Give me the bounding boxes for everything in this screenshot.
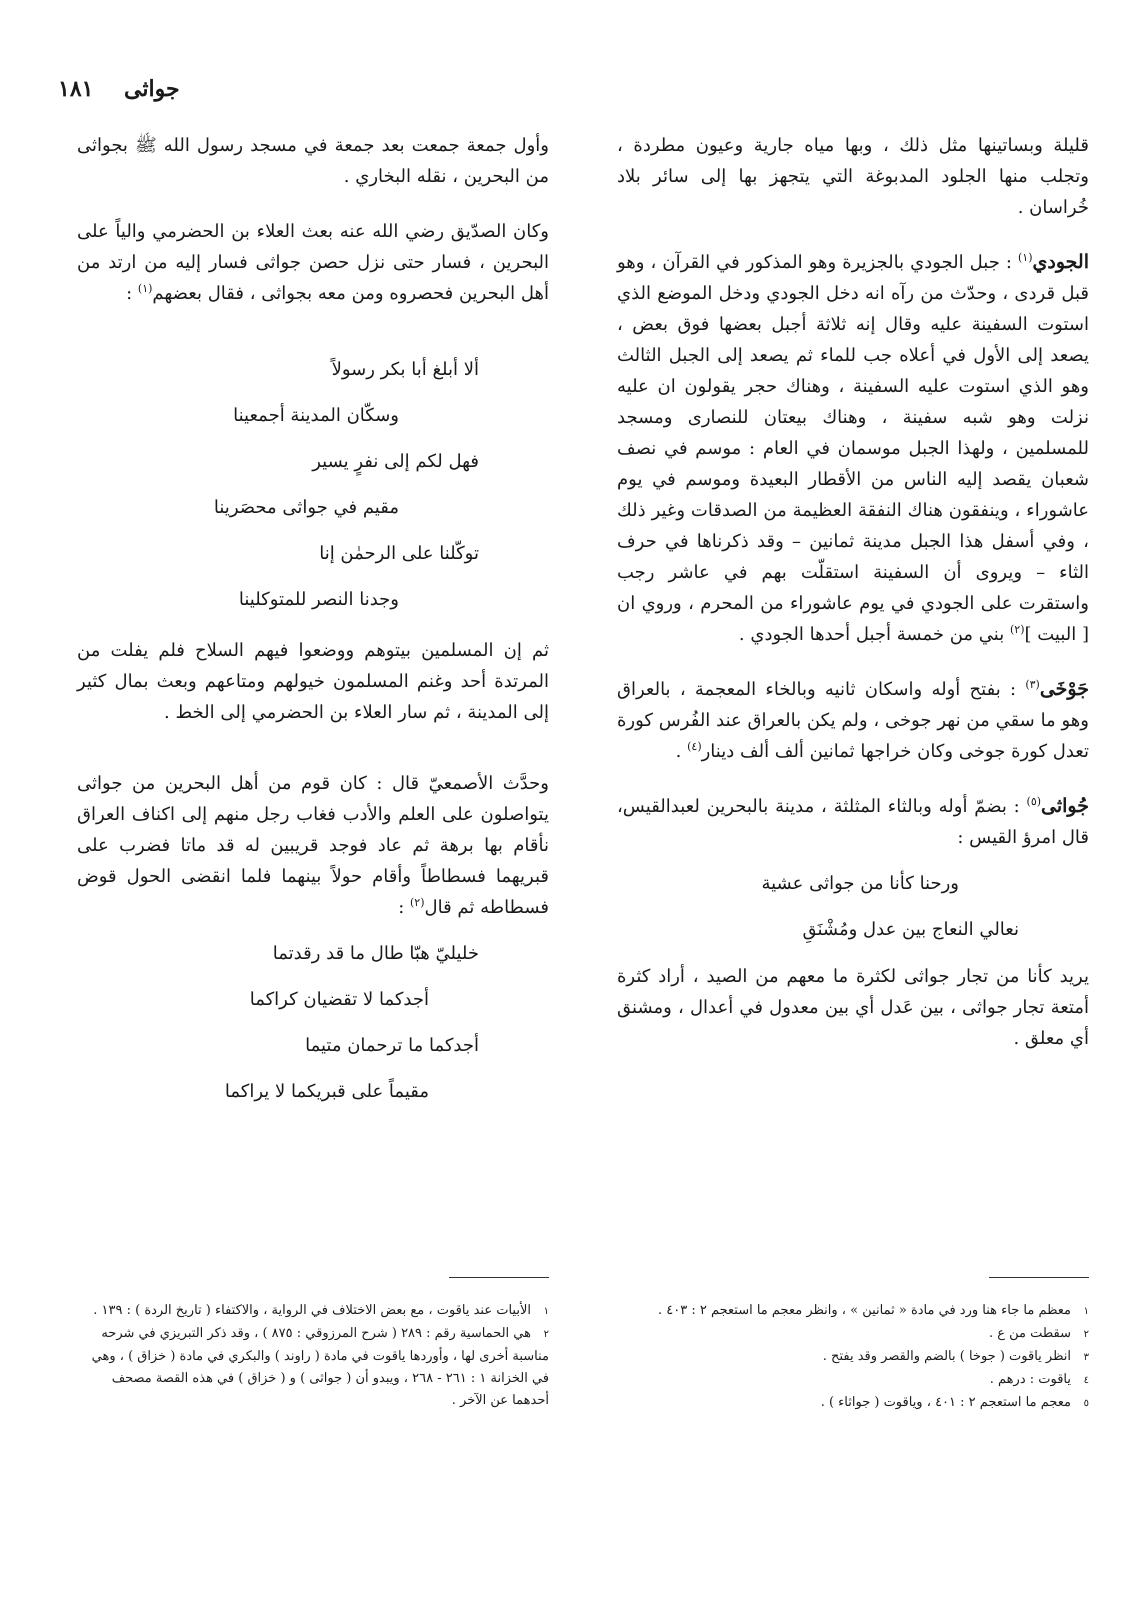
- left-column: [77, 130, 549, 1123]
- paragraph: [77, 216, 549, 309]
- footnote-ref: (١): [1018, 251, 1033, 264]
- footnote-ref: (١): [137, 282, 153, 295]
- footnote-text: انظر ياقوت ( جوخا ) بالضم والقصر وقد يفتح .: [822, 1349, 1071, 1364]
- verse-line: خليليّ هبّا طال ما قد رقدتما: [272, 943, 479, 964]
- footnote-text: الأبيات عند ياقوت ، مع بعض الاختلاف في الرواية ، والاكتفاء ( تاريخ الردة ) : ١٣٩ .: [93, 1303, 531, 1318]
- verse-line: مقيماً على قبريكما لا يراكما: [224, 1081, 429, 1102]
- verse-line: نعالي النعاج بين عدل ومُشْنَقِ: [802, 919, 1019, 940]
- footnote-text: هي الحماسية رقم : ٢٨٩ ( شرح المرزوقي : ٨٧٥ ) ، وقد ذكر التبريزي في شرحه مناسبة أخرى لها ، وأوردها ياقوت في مادة ( راوند ) والبكري في مادة ( خزاق ) ، وهي في الخزانة ١ : ٢٦١ - ٢٦٨ ، ويبدو أن ( جواثى ) و ( خزاق ) في هذه القصة مصحف أحدهما عن الآخر .: [91, 1326, 549, 1408]
- verse-line: ورحنا كأنا من جواثى عشية: [761, 873, 959, 894]
- footnote-text: ياقوت : درهم .: [989, 1372, 1071, 1387]
- footnote-ref: (٢): [1009, 623, 1025, 636]
- footnote: [77, 1323, 549, 1412]
- entry-jawkha: [617, 674, 1089, 767]
- entry-heading: جَوْخَى: [1039, 678, 1089, 700]
- footnote: [617, 1346, 1089, 1369]
- footnotes-left: [77, 1300, 549, 1412]
- footnote-text: معظم ما جاء هنا ورد في مادة « ثمانين » ، وانظر معجم ما استعجم ٢ : ٤٠٣ .: [657, 1303, 1071, 1318]
- entry-text-tail: .: [675, 741, 688, 762]
- entry-text-tail: بني من خمسة أجبل أحدها الجودي .: [738, 624, 1010, 645]
- entry-text: : بضمّ أوله وبالثاء المثلثة ، مدينة بالبحرين لعبدالقيس، قال امرؤ القيس :: [617, 796, 1089, 848]
- paragraph: ثم إن المسلمين بيتوهم ووضعوا فيهم السلاح فلم يفلت من المرتدة أحد وغنم المسلمون خيولهم ومتاعهم وبعث بمال كثير إلى المدينة ، ثم سار العلاء بن الحضرمي إلى الخط .: [77, 640, 549, 723]
- footnote-divider: [449, 1277, 549, 1278]
- footnote: [617, 1323, 1089, 1346]
- footnote: [617, 1392, 1089, 1415]
- paragraph-tail: :: [126, 283, 138, 304]
- entry-heading: جُواثى: [1041, 795, 1089, 817]
- footnote-text: معجم ما استعجم ٢ : ٤٠١ ، وياقوت ( جواثاء ) .: [820, 1395, 1071, 1410]
- paragraph-text: وكان الصدّيق رضي الله عنه بعث العلاء بن الحضرمي والياً على البحرين ، فسار حتى نزل حصن جواثى فسار إليه من ارتد من أهل البحرين فحصروه ومن معه بجواثى ، فقال بعضهم: [77, 221, 549, 304]
- footnote-ref: (٢): [409, 896, 425, 909]
- paragraph: وأول جمعة جمعت بعد جمعة في مسجد رسول الله ﷺ بجواثى من البحرين ، نقله البخاري .: [77, 135, 549, 187]
- page-header: [58, 76, 193, 110]
- footnote-number: ١: [1083, 1306, 1089, 1317]
- footnotes-right: [617, 1300, 1089, 1415]
- paragraph: يريد كأنا من تجار جواثى لكثرة ما معهم من الصيد ، أراد كثرة أمتعة تجار جواثى ، بين عَدل أي بين معدول في أعدال ، ومشنق أي معلق .: [617, 966, 1089, 1049]
- entry-heading: الجودي: [1032, 251, 1089, 273]
- footnote: [617, 1369, 1089, 1392]
- footnote-number: ٢: [1083, 1329, 1089, 1340]
- footnote-ref: (٥): [1026, 795, 1042, 808]
- verse-line: مقيم في جواثى محصَرينا: [213, 497, 399, 518]
- verse-line: وجدنا النصر للمتوكلينا: [238, 589, 399, 610]
- page-number: ١٨١: [58, 76, 94, 102]
- footnote: [617, 1300, 1089, 1323]
- paragraph: قليلة وبساتينها مثل ذلك ، وبها مياه جارية وعيون مطردة ، وتجلب منها الجلود المدبوغة التي يتجهز بها إلى سائر بلاد خُراسان .: [617, 135, 1089, 218]
- footnote-ref: (٣): [1025, 678, 1040, 691]
- entry-juwatha: [617, 791, 1089, 853]
- running-title: جواثى: [124, 76, 180, 102]
- footnote-number: ١: [543, 1306, 549, 1317]
- verse-line: أجدكما لا تقضيان كراكما: [249, 989, 429, 1010]
- paragraph: [77, 768, 549, 923]
- footnote-number: ٥: [1083, 1398, 1089, 1409]
- verse-line: أجدكما ما ترحمان متيما: [305, 1035, 479, 1056]
- footnote-ref: (٤): [687, 740, 702, 753]
- entry-judi: [617, 247, 1089, 650]
- verse-line: ألا أبلغ أبا بكر رسولاً: [331, 359, 479, 380]
- paragraph-text: وحدَّث الأصمعيّ قال : كان قوم من أهل البحرين من جواثى يتواصلون على العلم والأدب فغاب رجل منهم إلى اكناف العراق نأقام بها برهة ثم عاد فوجد قريبين له قد ماتا فضرب على قبريهما فسطاطاً وأقام حولاً بينهما فلما انقضى الحول قوض فسطاطه ثم قال: [77, 773, 549, 918]
- paragraph-tail: :: [398, 897, 410, 918]
- footnote-number: ٢: [543, 1329, 549, 1340]
- footnote-divider: [989, 1277, 1089, 1278]
- poem-two: [77, 931, 549, 1115]
- poem-imru-alqays: [617, 861, 1089, 953]
- entry-text: : جبل الجودي بالجزيرة وهو المذكور في القرآن ، وهو قبل قردى ، وحدّث من رآه انه دخل الجودي ودخل الموضع الذي استوت السفينة عليه وقال إنه ثلاثة أجبل بعضها فوق بعض ، يصعد إلى الأول في أعلاه جب للماء ثم يصعد إلى الجبل الثالث وهو الذي استوت عليه السفينة ، وهناك حجر يقولون ان عليه نزلت وهو شبه سفينة ، وهناك بيعتان للنصارى ومسجد للمسلمين ، ولهذا الجبل موسمان في العام : موسم في نصف شعبان يقصد إليه الناس من الأقطار البعيدة وموسم في يوم عاشوراء ، وينفقون هناك النفقة العظيمة من الصدقات وغير ذلك ، وفي أسفل هذا الجبل مدينة ثمانين – وقد ذكرناها في حرف الثاء – ويروى أن السفينة استقلّت بهم في عاشر رجب واستقرت على الجودي في يوم عاشوراء من المحرم ، وروي ان [ البيت ]: [617, 252, 1089, 645]
- poem-one: [77, 347, 549, 623]
- footnote-number: ٣: [1083, 1352, 1089, 1363]
- footnote: [77, 1300, 549, 1323]
- footnote-number: ٤: [1083, 1375, 1089, 1386]
- footnote-text: سقطت من ع .: [988, 1326, 1071, 1341]
- verse-line: فهل لكم إلى نفرٍ يسير: [312, 451, 479, 472]
- entry-text: : بفتح أوله واسكان ثانيه وبالخاء المعجمة ، بالعراق وهو ما سقي من نهر جوخى ، ولم يكن بالعراق عند الفُرس كورة تعدل كورة جوخى وكان خراجها ثمانين ألف ألف دينار: [617, 679, 1089, 762]
- right-column: [617, 130, 1089, 1054]
- verse-line: وسكّان المدينة أجمعينا: [233, 405, 399, 426]
- verse-line: توكّلنا على الرحمٰن إنا: [319, 543, 479, 564]
